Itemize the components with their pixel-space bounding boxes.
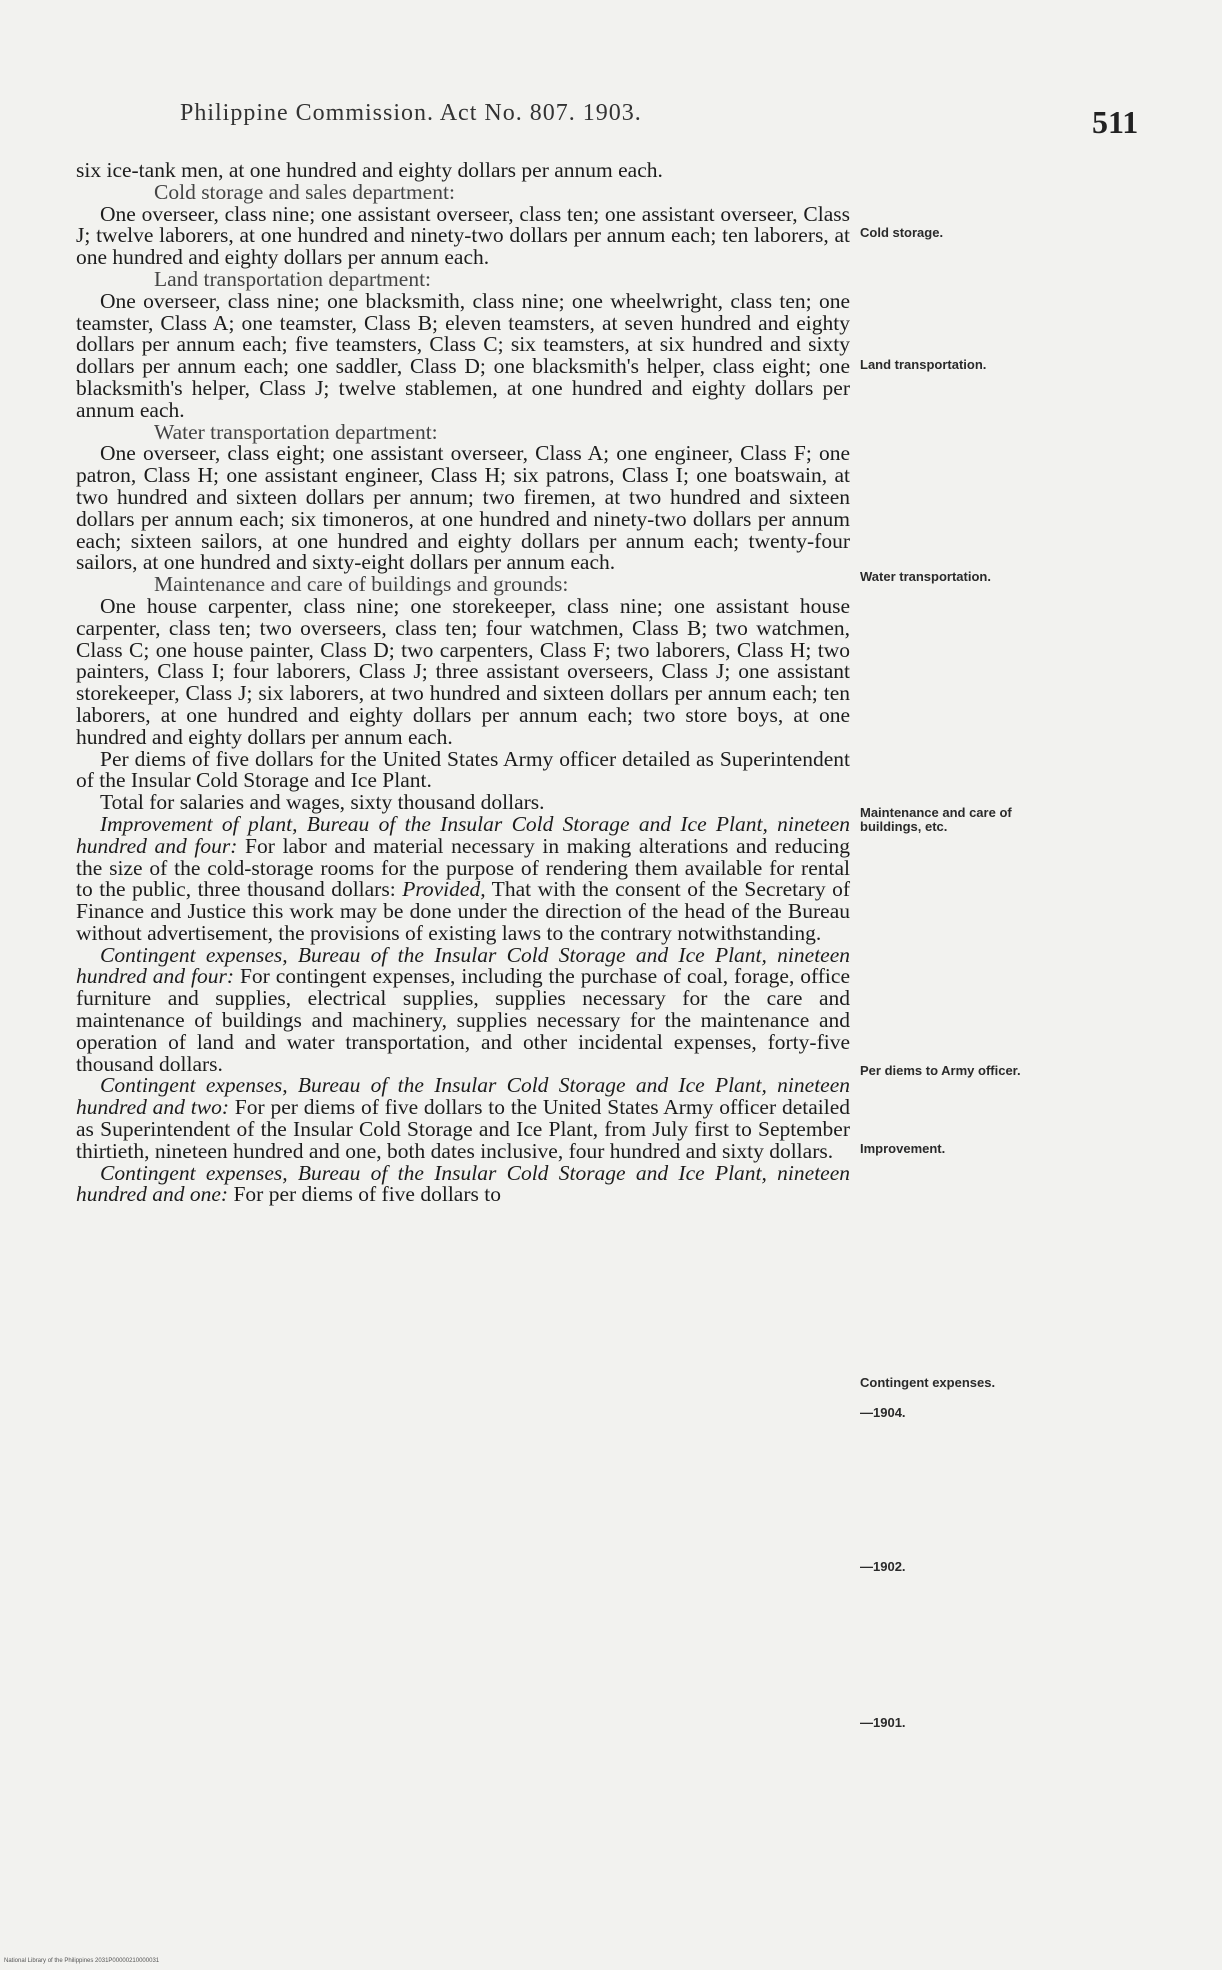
improvement-title: Improvement of plant, Bureau of the Insular Cold Storage and Ice Plant, nineteen hundred and four:	[76, 811, 850, 858]
improvement-text-2: That with the consent of the Secretary of Finance and Justice this work may be done under the direction of the head of the Bureau without advertisement, the provisions of existing laws to the contrary notwithstanding.	[76, 877, 850, 945]
paragraph-contingent-1901	[76, 1160, 850, 1207]
margin-note-per-diems: Per diems to Army officer.	[860, 1063, 1021, 1078]
paragraph-cold-storage: One overseer, class nine; one assistant overseer, class ten; one assistant overseer, Class J; twelve laborers, at one hundred and ninety-two dollars per annum each; ten laborers, at one hundred and eighty dollars per annum each.	[76, 201, 850, 270]
paragraph-improvement	[76, 811, 850, 945]
paragraph-land-transportation: One overseer, class nine; one blacksmith, class nine; one wheelwright, class ten; one teamster, Class A; one teamster, Class B; eleven teamsters, at seven hundred and eighty dollars per annum each; five teamsters, Class C; six teamsters, at six hundred and sixty dollars per annum each; one saddler, Class D; one blacksmith's helper, class eight; one blacksmith's helper, Class J; twelve stablemen, at one hundred and eighty dollars per annum each.	[76, 288, 850, 422]
contingent-1904-text: For contingent expenses, including the purchase of coal, forage, office furniture and supplies, electrical supplies, supplies necessary for the care and maintenance of buildings and machinery, supplies necessary for the maintenance and operation of land and water transportation, and other incidental expenses, forty-five thousand dollars.	[76, 964, 850, 1076]
contingent-1904-title: Contingent expenses, Bureau of the Insular Cold Storage and Ice Plant, nineteen hundred and four:	[76, 942, 850, 989]
paragraph-per-diems: Per diems of five dollars for the United States Army officer detailed as Superintendent of the Insular Cold Storage and Ice Plant.	[76, 746, 850, 793]
paragraph-contingent-1902	[76, 1075, 850, 1162]
margin-note-1904: —1904.	[860, 1405, 906, 1420]
library-stamp: National Library of the Philippines 2031P00000210000031	[4, 1958, 160, 1964]
margin-note-land-transportation: Land transportation.	[860, 357, 987, 372]
running-header: Philippine Commission. Act No. 807. 1903.	[180, 100, 642, 126]
contingent-1902-title: Contingent expenses, Bureau of the Insular Cold Storage and Ice Plant, nineteen hundred and two:	[76, 1073, 850, 1120]
margin-note-contingent: Contingent expenses.	[860, 1375, 996, 1390]
paragraph-contingent-1904	[76, 942, 850, 1076]
contingent-1901-title: Contingent expenses, Bureau of the Insular Cold Storage and Ice Plant, nineteen hundred and one:	[76, 1160, 850, 1207]
paragraph-water-transportation: One overseer, class eight; one assistant overseer, Class A; one engineer, Class F; one patron, Class H; one assistant engineer, Class H; six patrons, Class I; one boatswain, at two hundred and sixteen dollars per annum; two firemen, at two hundred and sixteen dollars per annum each; six timoneros, at one hundred and ninety-two dollars per annum each; sixteen sailors, at one hundred and eighty dollars per annum each; twenty-four sailors, at one hundred and sixty-eight dollars per annum each.	[76, 441, 850, 575]
contingent-1901-text: For per diems of five dollars to	[228, 1182, 501, 1207]
margin-note-water-transportation: Water transportation.	[860, 569, 991, 584]
paragraph-maintenance: One house carpenter, class nine; one storekeeper, class nine; one assistant house carpenter, class ten; two overseers, class ten; four watchmen, Class B; two watchmen, Class C; one house painter, Class D; two carpenters, Class F; two laborers, Class H; two painters, Class I; four laborers, Class J; three assistant overseers, Class J; one assistant storekeeper, Class J; six laborers, at two hundred and sixteen dollars per annum each; ten laborers, at one hundred and eighty dollars per annum each; two store boys, at one hundred and eighty dollars per annum each.	[76, 593, 850, 749]
contingent-1902-text: For per diems of five dollars to the United States Army officer detailed as Superintendent of the Insular Cold Storage and Ice Plant, from July first to September thirtieth, nineteen hundred and one, both dates inclusive, four hundred and sixty dollars.	[76, 1095, 850, 1163]
provided-word: Provided,	[402, 877, 486, 902]
margin-note-1902: —1902.	[860, 1559, 906, 1574]
heading-cold-storage: Cold storage and sales department:	[154, 179, 455, 204]
heading-land-transportation: Land transportation department:	[154, 266, 432, 291]
page-number: 511	[1092, 104, 1139, 140]
margin-note-1901: —1901.	[860, 1715, 906, 1730]
margin-note-maintenance: Maintenance and care of buildings, etc.	[860, 805, 1012, 834]
body-text	[76, 160, 850, 1206]
improvement-text-1: For labor and material necessary in making alterations and reducing the size of the cold-storage rooms for the purpose of rendering them available for rental to the public, three thousand dollars:	[76, 833, 850, 902]
margin-note-improvement: Improvement.	[860, 1141, 946, 1156]
heading-maintenance: Maintenance and care of buildings and grounds:	[154, 572, 569, 597]
margin-note-cold-storage: Cold storage.	[860, 225, 944, 240]
paragraph-total: Total for salaries and wages, sixty thousand dollars.	[100, 790, 545, 815]
paragraph-ice-tank: six ice-tank men, at one hundred and eighty dollars per annum each.	[76, 158, 663, 182]
heading-water-transportation: Water transportation department:	[154, 419, 438, 444]
